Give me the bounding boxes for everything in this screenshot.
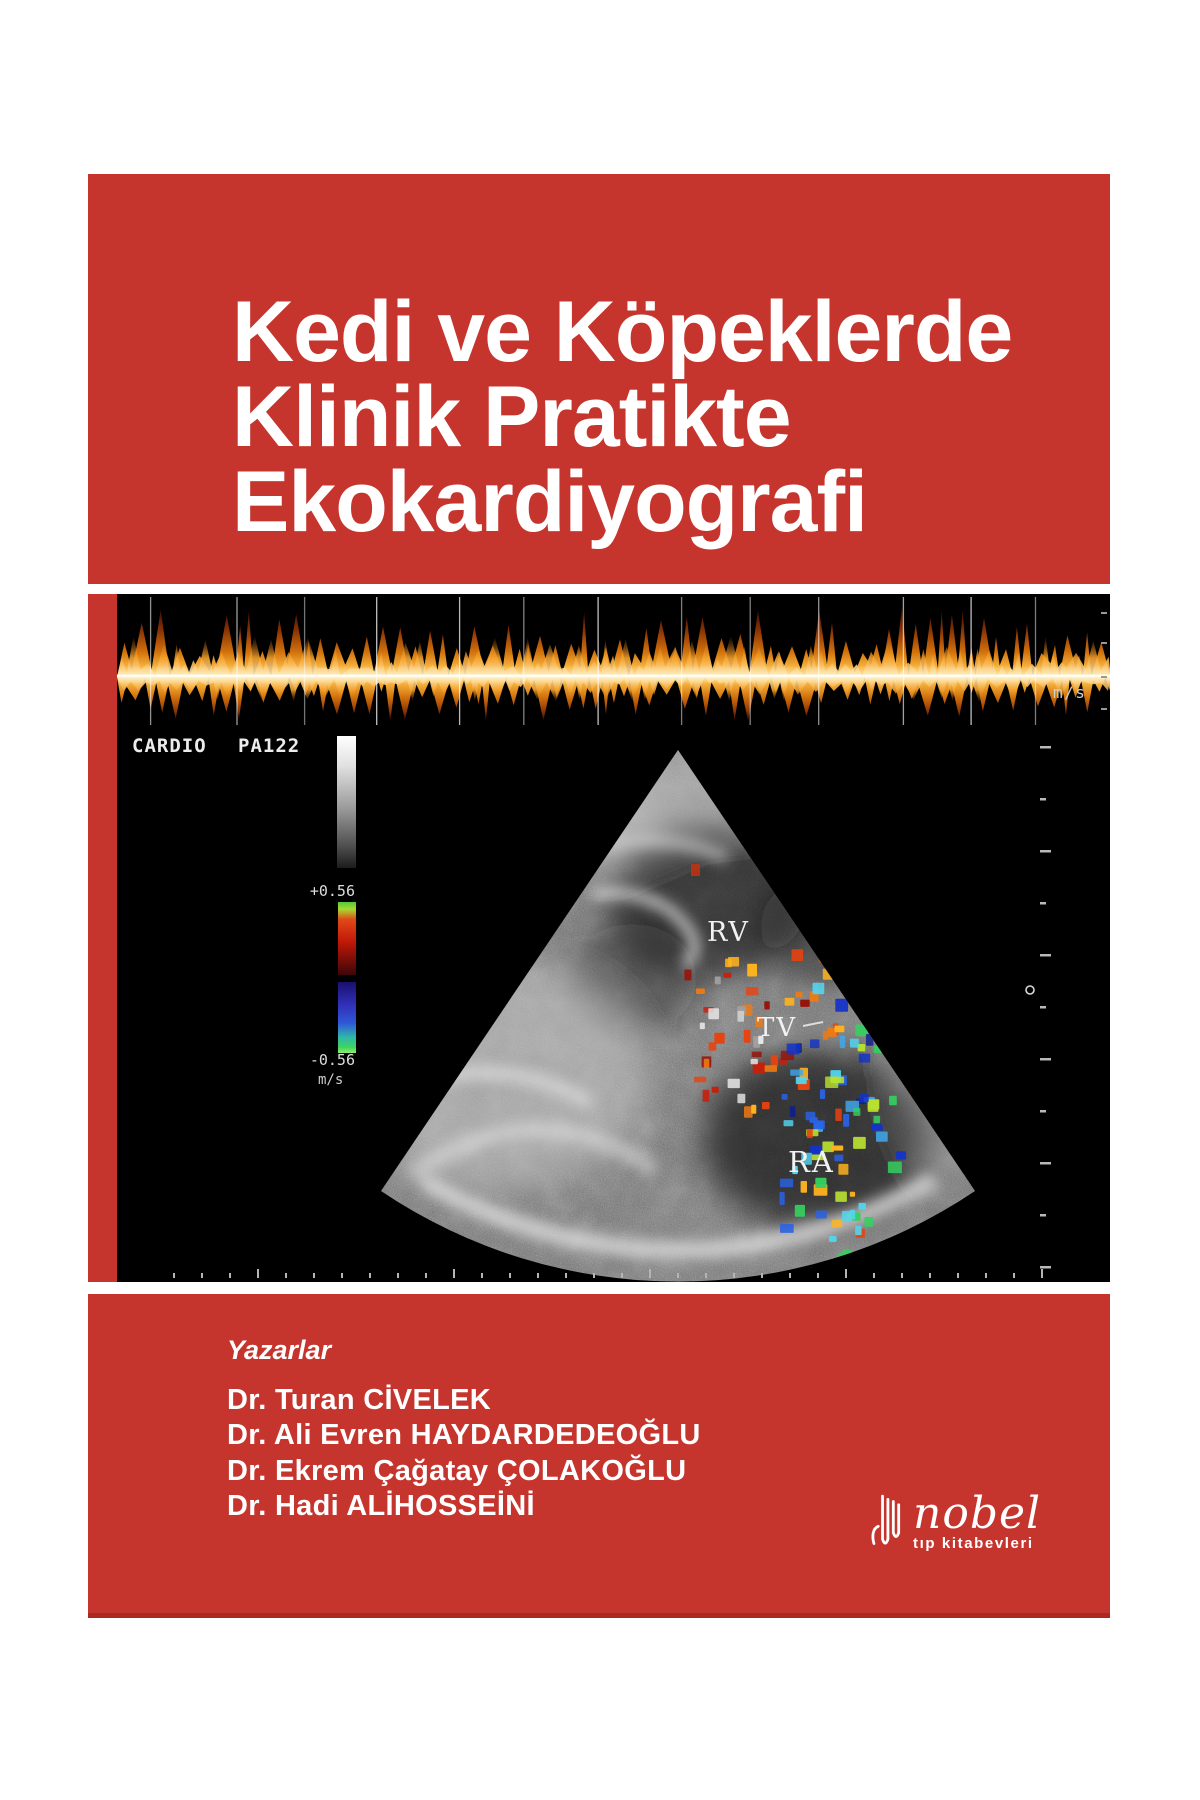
- publisher-name: nobel: [913, 1488, 1042, 1539]
- author-name-2: Dr. Ali Evren HAYDARDEDEOĞLU: [227, 1419, 701, 1452]
- machine-label: CARDIO: [132, 735, 207, 757]
- grayscale-bar: [337, 736, 356, 868]
- authors-heading: Yazarlar: [227, 1335, 332, 1365]
- colorbar-reverse: [338, 982, 356, 1053]
- book-cover: [88, 174, 1110, 1618]
- author-name-1: Dr. Turan CİVELEK: [227, 1384, 491, 1416]
- preset-label: PA122: [238, 735, 301, 757]
- label-tricuspid-valve: TV: [757, 1013, 798, 1043]
- colorbar-min-label: -0.56: [309, 1051, 355, 1069]
- publisher-tagline: tıp kitabevleri: [913, 1535, 1034, 1552]
- echocardiogram-image: [117, 594, 1110, 1282]
- label-right-ventricle: RV: [707, 917, 750, 948]
- publisher-logo: [870, 1488, 1042, 1552]
- divider-stripe-top: [88, 584, 1110, 594]
- colorbar-max-label: +0.56: [309, 882, 355, 900]
- strip-unit-label: m/s: [1053, 683, 1087, 702]
- colorbar-forward: [338, 902, 356, 975]
- authors-block: [227, 1335, 701, 1524]
- colorbar-unit-label: m/s: [318, 1072, 344, 1088]
- divider-stripe-bottom: [88, 1282, 1110, 1294]
- author-name-4: Dr. Hadi ALİHOSSEİNİ: [227, 1489, 535, 1522]
- title-line-1: Kedi ve Köpeklerde: [232, 284, 1013, 380]
- book-title: [232, 284, 1013, 550]
- label-right-atrium: RA: [788, 1145, 835, 1179]
- title-line-2: Klinik Pratikte: [232, 369, 791, 465]
- doppler-baseline: [117, 675, 1110, 677]
- author-name-3: Dr. Ekrem Çağatay ÇOLAKOĞLU: [227, 1454, 687, 1487]
- nobel-logo-icon: [870, 1494, 908, 1550]
- title-line-3: Ekokardiyografi: [232, 454, 867, 550]
